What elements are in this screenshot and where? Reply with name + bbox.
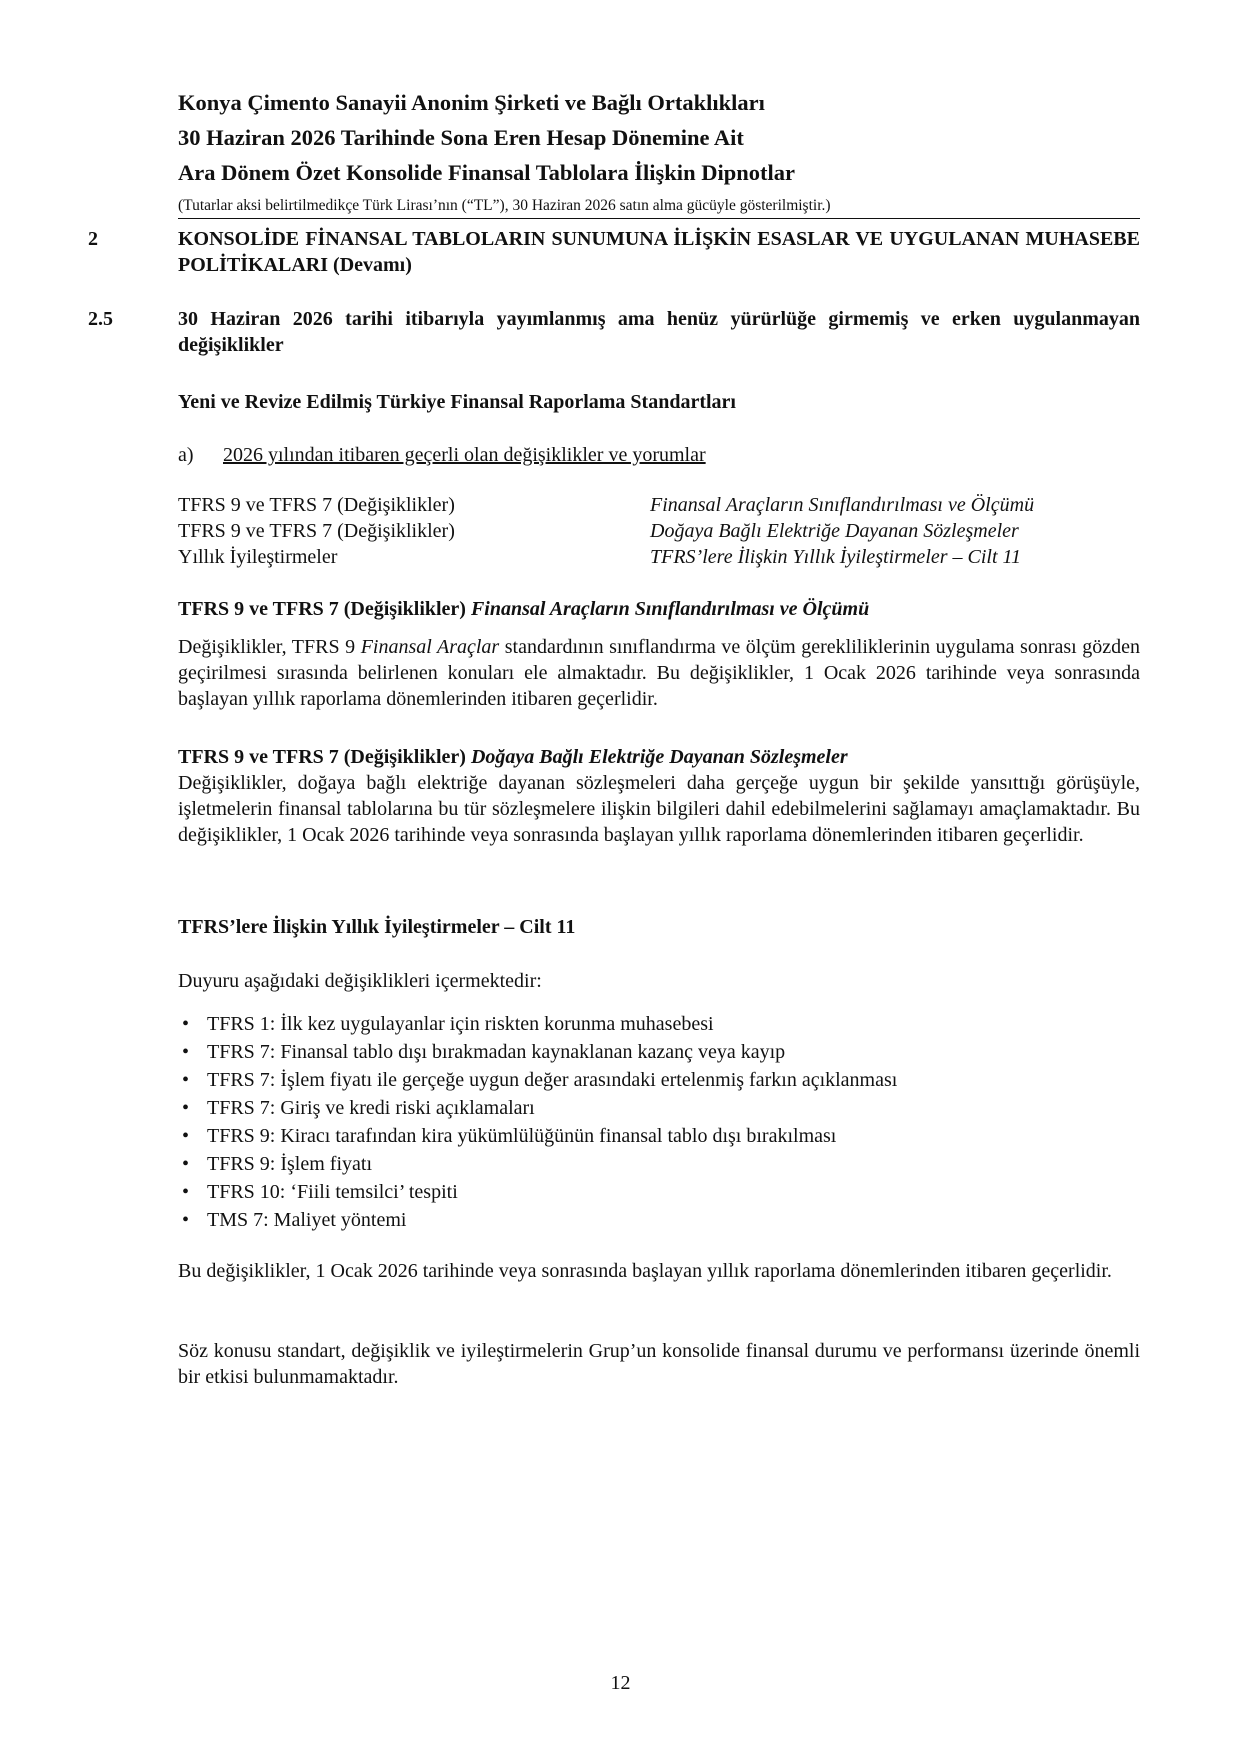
bullet-icon: •: [182, 1097, 190, 1119]
block-2-heading-bold: TFRS 9 ve TFRS 7 (Değişiklikler): [178, 746, 471, 768]
list-item: [178, 1066, 1140, 1094]
standards-row: [178, 492, 1140, 518]
bullet-icon: •: [182, 1125, 190, 1147]
block-1-heading-italic: Finansal Araçların Sınıflandırılması ve Ölçümü: [470, 598, 870, 620]
currency-note: (Tutarlar aksi belirtilmedikçe Türk Lirası’nın (“TL”), 30 Haziran 2026 satın alma gücüyle gösterilmiştir.): [178, 197, 831, 214]
bullet-icon: •: [182, 1181, 190, 1203]
list-item-text: TFRS 7: İşlem fiyatı ile gerçeğe uygun değer arasındaki ertelenmiş farkın açıklanması: [207, 1069, 898, 1091]
standards-subheading: Yeni ve Revize Edilmiş Türkiye Finansal Raporlama Standartları: [178, 391, 736, 413]
standard-name: Yıllık İyileştirmeler: [178, 546, 338, 568]
list-item-text: TFRS 7: Giriş ve kredi riski açıklamaları: [207, 1097, 535, 1119]
block-2-heading: [178, 744, 1140, 770]
company-title: Konya Çimento Sanayii Anonim Şirketi ve Bağlı Ortaklıkları: [178, 90, 765, 115]
list-item-text: TMS 7: Maliyet yöntemi: [207, 1209, 407, 1231]
block-2-heading-italic: Doğaya Bağlı Elektriğe Dayanan Sözleşmeler: [470, 746, 848, 768]
header-divider: [178, 218, 1140, 219]
list-item-text: TFRS 7: Finansal tablo dışı bırakmadan kaynaklanan kazanç veya kayıp: [207, 1041, 786, 1063]
bullet-icon: •: [182, 1041, 190, 1063]
section-2-number: 2: [88, 228, 98, 250]
block-3-intro: Duyuru aşağıdaki değişiklikleri içermektedir:: [178, 970, 542, 992]
block-3-effective: Bu değişiklikler, 1 Ocak 2026 tarihinde veya sonrasında başlayan yıllık raporlama dönemlerinden itibaren geçerlidir.: [178, 1260, 1112, 1282]
list-item-text: TFRS 9: İşlem fiyatı: [207, 1153, 372, 1175]
block-1-heading-bold: TFRS 9 ve TFRS 7 (Değişiklikler): [178, 598, 471, 620]
section-2-5-title: 30 Haziran 2026 tarihi itibarıyla yayımlanmış ama henüz yürürlüğe girmemiş ve erken uygulanmayan değişiklikler: [178, 308, 1140, 356]
section-2-title: KONSOLİDE FİNANSAL TABLOLARIN SUNUMUNA İLİŞKİN ESASLAR VE UYGULANAN MUHASEBE POLİTİKALARI (Devamı): [178, 228, 1140, 276]
block-2-body: Değişiklikler, doğaya bağlı elektriğe dayanan sözleşmeleri daha gerçeğe uygun bir şekilde yansıttığı görüşüyle, işletmelerin finansal tablolarına bu tür sözleşmelere ilişkin bilgileri dahil edebilmelerini sağlamayı amaçlamaktadır. Bu değişiklikler, 1 Ocak 2026 tarihinde veya sonrasında başlayan yıllık raporlama dönemlerinden itibaren geçerlidir.: [178, 772, 1140, 846]
standard-title: Finansal Araçların Sınıflandırılması ve Ölçümü: [650, 494, 1035, 516]
standard-title: Doğaya Bağlı Elektriğe Dayanan Sözleşmeler: [650, 520, 1019, 542]
item-a-label: a): [178, 444, 194, 466]
list-item: [178, 1038, 1140, 1066]
bullet-icon: •: [182, 1209, 190, 1231]
standards-list: [178, 492, 1140, 570]
block-3-conclusion: Söz konusu standart, değişiklik ve iyileştirmelerin Grup’un konsolide finansal durumu ve performansı üzerinde önemli bir etkisi bulunmamaktadır.: [178, 1340, 1140, 1388]
list-item: [178, 1206, 1140, 1234]
standards-row: [178, 544, 1140, 570]
page-number: 12: [610, 1672, 631, 1694]
standard-title: TFRS’lere İlişkin Yıllık İyileştirmeler – Cilt 11: [650, 546, 1022, 568]
amendments-bullet-list: [178, 1010, 1140, 1234]
section-2-5-number: 2.5: [88, 308, 113, 330]
item-a: [178, 442, 706, 468]
list-item: [178, 1094, 1140, 1122]
bullet-icon: •: [182, 1153, 190, 1175]
block-3-heading: TFRS’lere İlişkin Yıllık İyileştirmeler – Cilt 11: [178, 916, 576, 938]
list-item: [178, 1178, 1140, 1206]
standard-name: TFRS 9 ve TFRS 7 (Değişiklikler): [178, 494, 455, 516]
block-1-body-italic: Finansal Araçlar: [360, 636, 500, 658]
standards-row: [178, 518, 1140, 544]
block-1-body: [178, 634, 1140, 712]
list-item: [178, 1150, 1140, 1178]
list-item: [178, 1010, 1140, 1038]
list-item-text: TFRS 1: İlk kez uygulayanlar için riskten korunma muhasebesi: [207, 1013, 714, 1035]
standard-name: TFRS 9 ve TFRS 7 (Değişiklikler): [178, 520, 455, 542]
list-item-text: TFRS 9: Kiracı tarafından kira yükümlülüğünün finansal tablo dışı bırakılması: [207, 1125, 837, 1147]
block-1-body-pre: Değişiklikler, TFRS 9: [178, 636, 361, 658]
period-title: 30 Haziran 2026 Tarihinde Sona Eren Hesap Dönemine Ait: [178, 125, 744, 150]
notes-title: Ara Dönem Özet Konsolide Finansal Tablolara İlişkin Dipnotlar: [178, 160, 795, 185]
list-item-text: TFRS 10: ‘Fiili temsilci’ tespiti: [207, 1181, 458, 1203]
bullet-icon: •: [182, 1013, 190, 1035]
block-1-heading: [178, 596, 1140, 622]
block-1-body-post: standardının sınıflandırma ve ölçüm gerekliliklerinin uygulama sonrası gözden geçirilmesi sırasında belirlenen konuları ele almaktadır. Bu değişiklikler, 1 Ocak 2026 tarihinde veya sonrasında başlayan yıllık raporlama dönemlerinden itibaren geçerlidir.: [178, 636, 1140, 710]
list-item: [178, 1122, 1140, 1150]
item-a-text: 2026 yılından itibaren geçerli olan değişiklikler ve yorumlar: [223, 444, 706, 466]
bullet-icon: •: [182, 1069, 190, 1091]
